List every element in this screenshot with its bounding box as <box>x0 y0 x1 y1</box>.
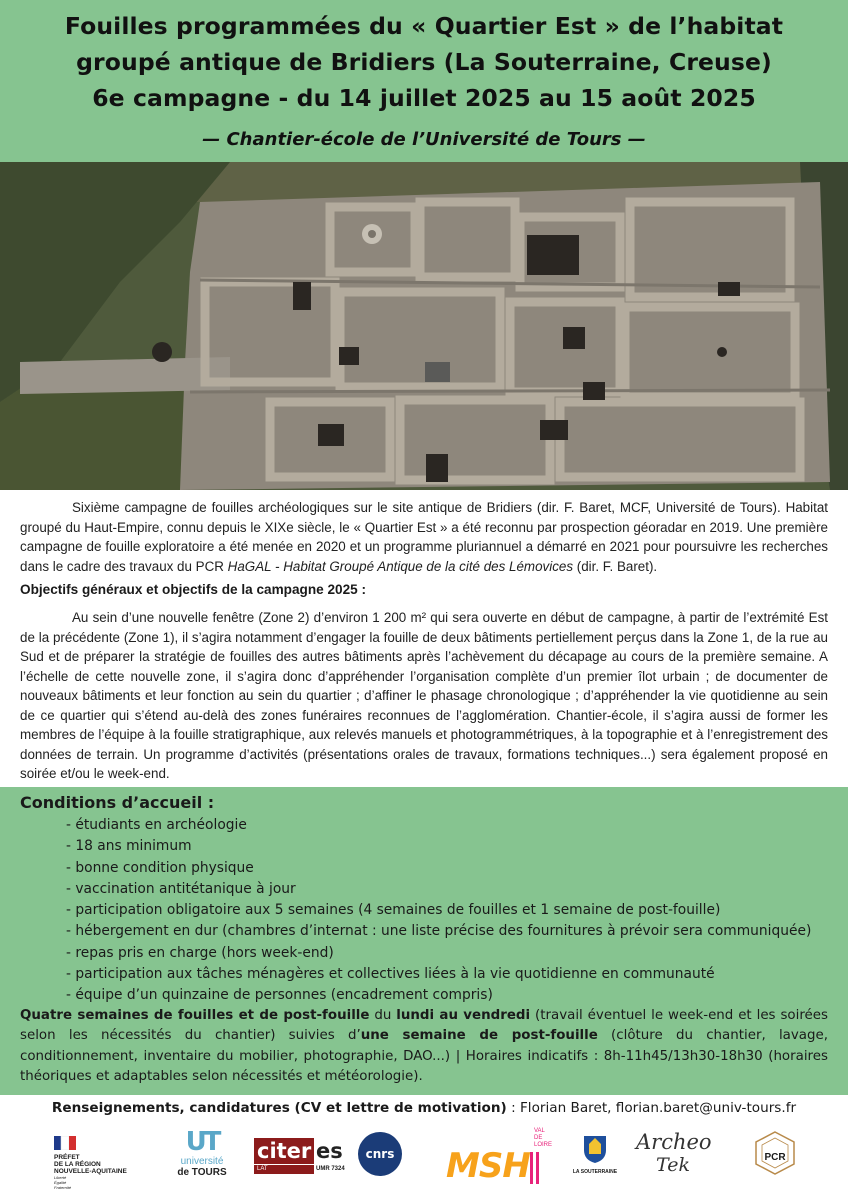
list-item: - bonne condition physique <box>66 859 254 876</box>
archeotek-line-1: Archeo <box>636 1130 712 1154</box>
pcr-text: PCR <box>764 1152 786 1163</box>
list-item: - hébergement en dur (chambres d’internat : une liste précise des fournitures à prévoir sera communiquée) <box>66 923 812 940</box>
conditions-list <box>66 815 811 1007</box>
cnrs-logo <box>358 1132 402 1176</box>
citeres-logo <box>254 1138 349 1178</box>
intro-paragraph <box>20 498 828 576</box>
intro-italic-text: HaGAL - Habitat Groupé Antique de la cité des Lémovices <box>227 558 574 574</box>
schedule-text: (travail éventuel le week-end et les soirées selon les nécessités du chantier) suivies d’ <box>20 1008 828 1044</box>
marianne-flag-icon <box>54 1136 76 1150</box>
schedule-bold-weeks: Quatre semaines de fouilles et de post-fouille <box>20 1008 370 1023</box>
description-section <box>0 490 848 787</box>
list-item: - étudiants en archéologie <box>66 817 247 833</box>
aerial-excavation-photo <box>0 162 848 490</box>
archeotek-logo <box>636 1130 716 1188</box>
msh-logo <box>446 1126 552 1188</box>
prefet-line-2: DE LA RÉGION <box>54 1161 101 1168</box>
univ-line-2: de TOURS <box>177 1167 227 1178</box>
msh-text: MSH <box>446 1146 530 1186</box>
schedule-text: (clôture du chantier, lavage, conditionnement, inventaire du mobilier, photographie, DAO...) | Horaires indicatifs : 8h-11h45/13h30-18h30 (horaires théoriques et adaptables selon nécessités et météorologie). <box>20 1028 828 1084</box>
msh-bar <box>530 1152 533 1184</box>
univ-line-1: université <box>180 1156 224 1167</box>
souterraine-text: LA SOUTERRAINE <box>572 1169 618 1175</box>
citeres-suffix: es <box>316 1139 343 1163</box>
citeres-umr: UMR 7324 <box>316 1166 345 1172</box>
schedule-paragraph <box>20 1006 828 1087</box>
list-item: - repas pris en charge (hors week-end) <box>66 944 334 961</box>
conditions-section <box>0 787 848 1095</box>
subtitle: — Chantier-école de l’Université de Tours — <box>202 129 646 150</box>
header-banner <box>0 0 848 162</box>
contact-line <box>0 1095 848 1116</box>
souterraine-logo <box>572 1134 618 1186</box>
title-line-1: Fouilles programmées du « Quartier Est » de l’habitat <box>64 12 784 40</box>
prefet-line-1: PRÉFET <box>54 1154 80 1161</box>
cnrs-text: cnrs <box>365 1147 395 1161</box>
msh-side-text: VAL DE LOIRE <box>534 1128 553 1148</box>
schedule-bold-days: lundi au vendredi <box>396 1008 531 1023</box>
title-line-3: 6e campagne - du 14 juillet 2025 au 15 août 2025 <box>92 84 756 112</box>
list-item: - vaccination antitétanique à jour <box>66 880 296 897</box>
univ-mark: UT <box>185 1127 219 1157</box>
excavation-drawing <box>0 162 848 490</box>
contact-label: Renseignements, candidatures (CV et lettre de motivation) <box>51 1100 507 1116</box>
pcr-logo <box>752 1130 798 1176</box>
citeres-name: citer <box>254 1138 314 1164</box>
list-item: - participation obligatoire aux 5 semaines (4 semaines de fouilles et 1 semaine de post-fouille) <box>66 902 721 919</box>
intro-text: Sixième campagne de fouilles archéologiques sur le site antique de Bridiers (dir. F. Baret, MCF, Université de Tours). Habitat groupé du Haut-Empire, connu depuis le XIXe siècle, le « Quartier Est » a été reconnu par prospection géoradar en 2019. Une première campagne de fouille exploratoire a été menée en 2020 et un programme pluriannuel a démarré en 2021 pour poursuivre les recherches dans le cadre des travaux du PCR <box>20 500 828 574</box>
partner-logos <box>0 1122 848 1200</box>
schedule-bold-post: une semaine de post-fouille <box>360 1028 598 1044</box>
msh-bar <box>536 1152 539 1184</box>
prefet-motto: Liberté Égalité Fraternité <box>54 1175 72 1190</box>
contact-email: : Florian Baret, florian.baret@univ-tours.fr <box>506 1100 797 1116</box>
title-line-2: groupé antique de Bridiers (La Souterraine, Creuse) <box>76 48 772 76</box>
univ-tours-logo <box>168 1128 236 1188</box>
intro-text-end: (dir. F. Baret). <box>573 558 658 574</box>
souterraine-crest-icon <box>580 1134 610 1164</box>
list-item: - équipe d’un quinzaine de personnes (encadrement compris) <box>66 987 493 1004</box>
schedule-text: du <box>369 1008 397 1023</box>
objectives-heading: Objectifs généraux et objectifs de la campagne 2025 : <box>20 582 367 597</box>
citeres-lat: LAT <box>254 1165 314 1174</box>
conditions-heading: Conditions d’accueil : <box>20 793 215 812</box>
prefet-line-3: NOUVELLE-AQUITAINE <box>54 1168 127 1175</box>
list-item: - participation aux tâches ménagères et collectives liées à la vie quotidienne en communauté <box>66 966 715 983</box>
list-item: - 18 ans minimum <box>66 838 192 855</box>
prefet-logo <box>48 1136 140 1188</box>
archeotek-line-2: Tek <box>656 1154 690 1176</box>
objectives-paragraph: Au sein d’une nouvelle fenêtre (Zone 2) d’environ 1 200 m² qui sera ouverte en début de campagne, à partir de l’extrémité Est de la précédente (Zone 1), il s’agira notamment d’engager la fouille de deux bâtiments pertiellement perçus dans la Zone 1, de la rue au Sud et de préparer la stratégie de fouilles des autres bâtiments après l’achèvement du décapage au cours de la première semaine. A l’échelle de cette nouvelle zone, il s’agira donc d’appréhender l’organisation complète d’un premier îlot urbain ; de documenter de nouveaux bâtiments et leur fonction au sein du quartier ; d’affiner le phasage chronologique ; d’appréhender la vie quotidienne au sein de ce quartier qui s’étend au-delà des zones funéraires reconnues de l’agglomération. Chantier-école, il s’agira aussi de former les membres de l’équipe à la fouille stratigraphique, aux relevés manuels et photogrammétriques, à la topographie et à l’enregistrement des données de terrain. Un programme d’activités (présentations orales de travaux, formations techniques...) sera également proposé en soirée et/ou le week-end. <box>20 610 828 781</box>
